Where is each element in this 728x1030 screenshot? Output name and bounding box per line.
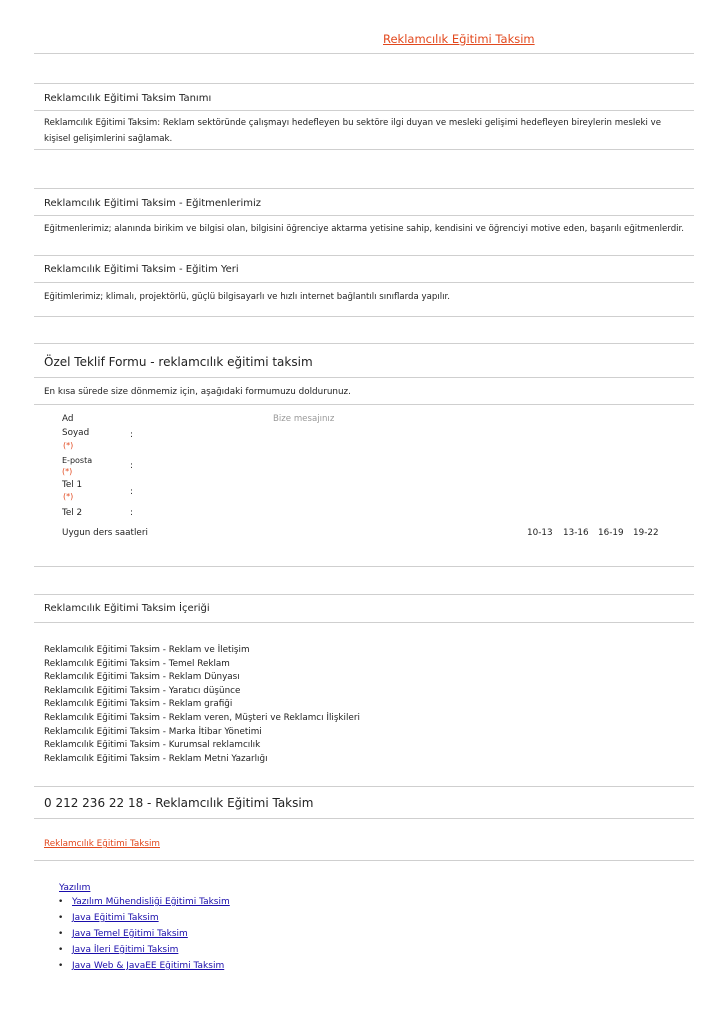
divider [34, 622, 694, 623]
list-item: • Java Eğitimi Taksim [58, 913, 159, 923]
location-title: Reklamcılık Eğitimi Taksim - Eğitim Yeri [44, 264, 239, 275]
email-input[interactable]: : [130, 461, 133, 471]
divider [34, 255, 694, 256]
email-label: E-posta [62, 456, 93, 465]
list-item: Reklamcılık Eğitimi Taksim - Temel Reklam [44, 658, 230, 669]
list-item: Reklamcılık Eğitimi Taksim - Reklam Metni Yazarlığı [44, 753, 268, 764]
hour-option[interactable]: 13-16 [563, 528, 589, 538]
divider [34, 566, 694, 567]
divider [34, 215, 694, 216]
location-body: Eğitimlerimiz; klimalı, projektörlü, güçlü bilgisayarlı ve hızlı internet bağlantılı sınıflarda yapılır. [44, 292, 450, 302]
hour-option[interactable]: 19-22 [633, 528, 659, 538]
name-label: Ad [62, 414, 74, 424]
category-sub-link[interactable]: Yazılım Mühendisliği Eğitimi Taksim [72, 897, 230, 907]
hour-option[interactable]: 10-13 [527, 528, 553, 538]
divider [34, 860, 694, 861]
divider [34, 282, 694, 283]
list-item: Reklamcılık Eğitimi Taksim - Reklam Dünyası [44, 672, 240, 683]
phone1-input[interactable]: : [130, 487, 133, 497]
trainers-body: Eğitmenlerimiz; alanında birikim ve bilgisi olan, bilgisini öğrenciye aktarma yetisine sahip, kendisini ve öğrenciyi motive eden, başarılı eğitmenlerdir. [44, 224, 685, 234]
content-title: Reklamcılık Eğitimi Taksim İçeriği [44, 603, 210, 614]
phone-heading: 0 212 236 22 18 - Reklamcılık Eğitimi Taksim [44, 796, 314, 810]
required-marker: (*) [63, 492, 74, 501]
category-list [58, 897, 230, 977]
list-item: Reklamcılık Eğitimi Taksim - Reklam ve İletişim [44, 645, 250, 655]
category-sub-link[interactable]: Java İleri Eğitimi Taksim [72, 945, 179, 955]
category-sub-link[interactable]: Java Eğitimi Taksim [72, 913, 159, 923]
definition-body: Reklamcılık Eğitimi Taksim: Reklam sektöründe çalışmayı hedefleyen bu sektöre ilgi duyan ve mesleki gelişimi hedefleyen bireylerin mesleki ve kişisel gelişimlerini sağlamak. [44, 118, 661, 144]
phone1-label: Tel 1 [62, 480, 83, 490]
list-item: Reklamcılık Eğitimi Taksim - Yaratıcı düşünce [44, 685, 241, 696]
content-list [44, 644, 360, 766]
divider [34, 594, 694, 595]
category-sub-link[interactable]: Java Web & JavaEE Eğitimi Taksim [72, 961, 225, 971]
hour-option[interactable]: 16-19 [598, 528, 624, 538]
required-marker: (*) [63, 441, 74, 450]
list-item: Reklamcılık Eğitimi Taksim - Reklam grafiği [44, 699, 233, 710]
list-item: Reklamcılık Eğitimi Taksim - Reklam veren, Müşteri ve Reklamcı İlişkileri [44, 712, 360, 723]
divider [34, 149, 694, 150]
divider [34, 110, 694, 111]
message-input[interactable]: Bize mesajınız [273, 414, 335, 424]
hours-label: Uygun ders saatleri [62, 528, 148, 538]
trainers-title: Reklamcılık Eğitimi Taksim - Eğitmenlerimiz [44, 198, 261, 209]
phone2-label: Tel 2 [62, 508, 83, 518]
list-item: • Java İleri Eğitimi Taksim [58, 945, 179, 955]
divider [34, 786, 694, 787]
list-item: Reklamcılık Eğitimi Taksim - Marka İtibar Yönetimi [44, 726, 262, 737]
list-item: Reklamcılık Eğitimi Taksim - Kurumsal reklamcılık [44, 740, 261, 751]
divider [34, 53, 694, 54]
list-item: • Java Temel Eğitimi Taksim [58, 929, 188, 939]
divider [34, 83, 694, 84]
category-sub-link[interactable]: Java Temel Eğitimi Taksim [72, 929, 188, 939]
divider [34, 188, 694, 189]
list-item: • Yazılım Mühendisliği Eğitimi Taksim [58, 897, 230, 907]
divider [34, 343, 694, 344]
divider [34, 404, 694, 405]
form-title: Özel Teklif Formu - reklamcılık eğitimi taksim [44, 355, 313, 369]
phone2-input[interactable]: : [130, 508, 133, 518]
divider [34, 377, 694, 378]
divider [34, 316, 694, 317]
header-link[interactable]: Reklamcılık Eğitimi Taksim [383, 32, 535, 46]
footer-link[interactable]: Reklamcılık Eğitimi Taksim [44, 839, 160, 849]
definition-title: Reklamcılık Eğitimi Taksim Tanımı [44, 93, 212, 104]
list-item: • Java Web & JavaEE Eğitimi Taksim [58, 961, 225, 971]
surname-label: Soyad [62, 428, 90, 438]
divider [34, 818, 694, 819]
category-link[interactable]: Yazılım [59, 882, 91, 893]
form-intro: En kısa sürede size dönmemiz için, aşağıdaki formumuzu doldurunuz. [44, 387, 351, 397]
surname-input[interactable]: : [130, 430, 133, 440]
required-marker: (*) [62, 467, 73, 476]
